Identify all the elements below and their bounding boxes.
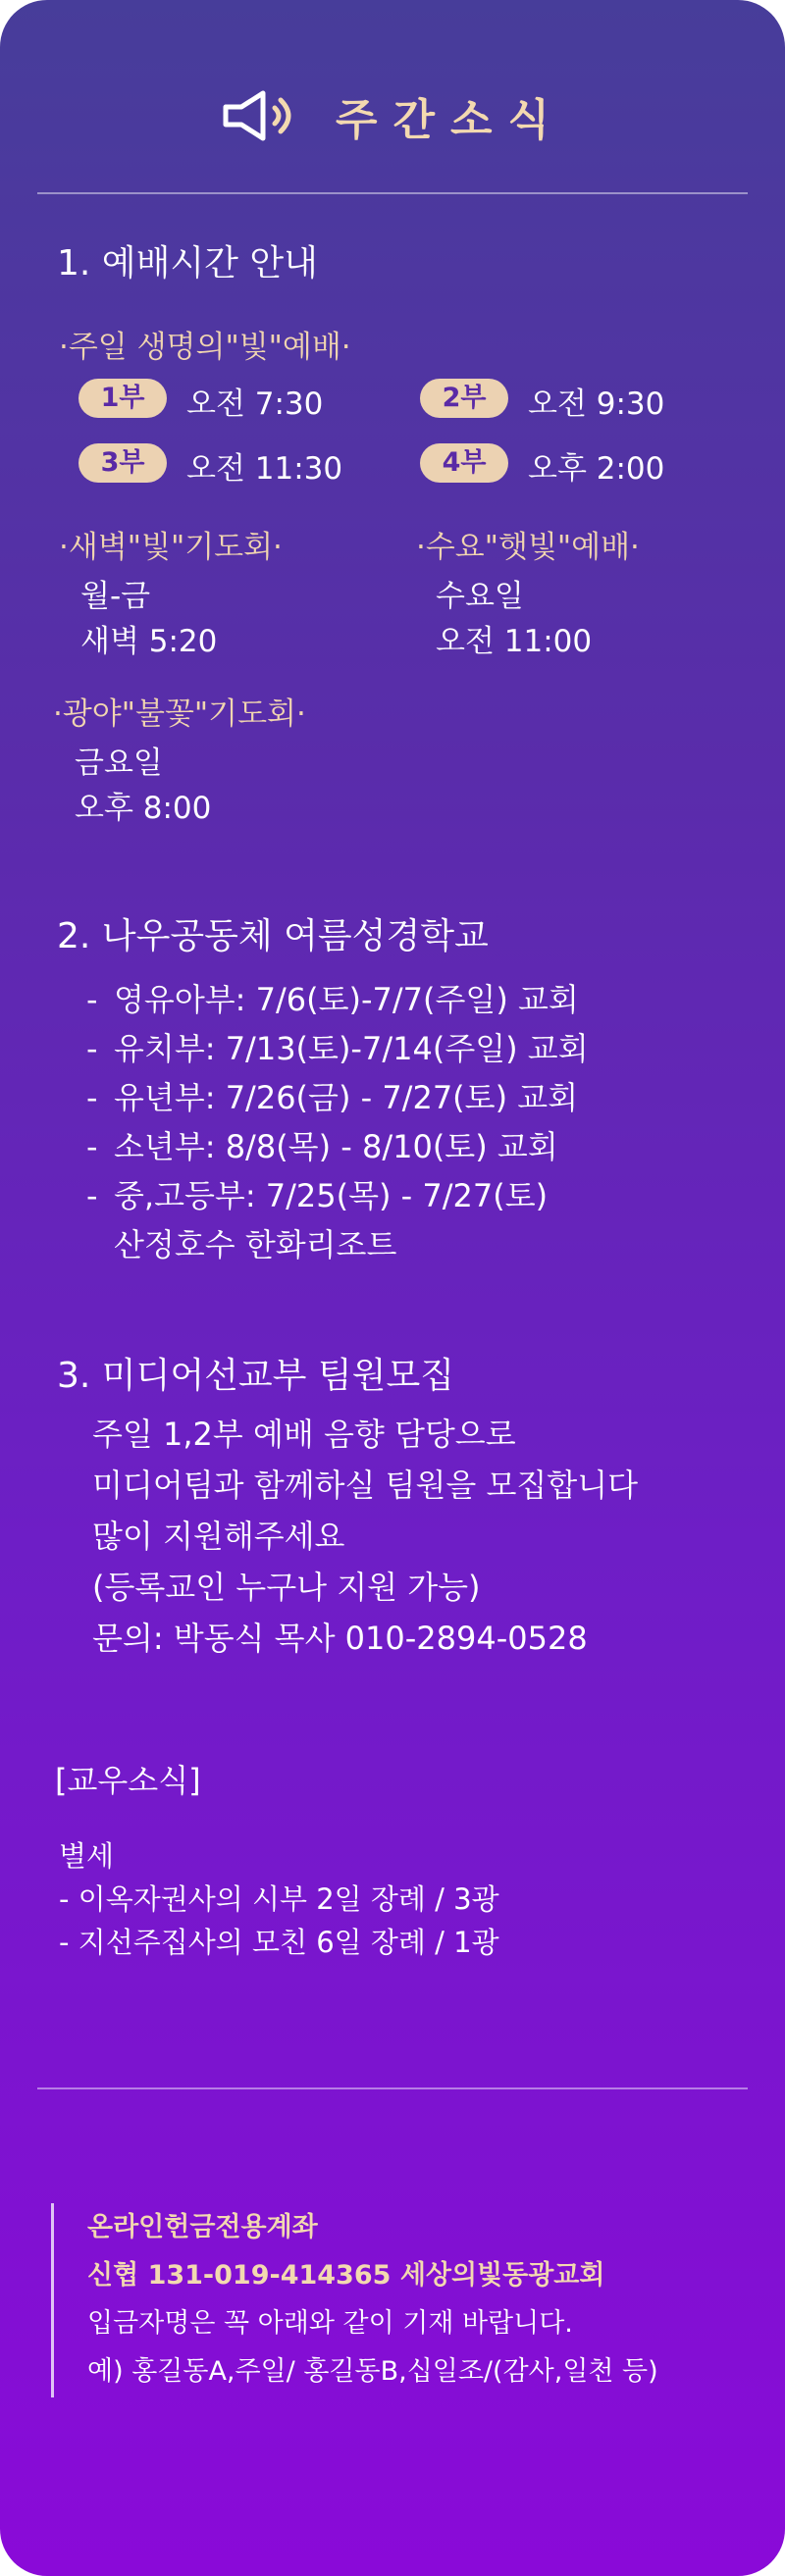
vbs-title: 2. 나우공동체 여름성경학교: [57, 916, 489, 956]
wednesday-worship-time: 오전 11:00: [436, 624, 593, 659]
vbs-list: [86, 975, 589, 1269]
media-recruit-body: [92, 1409, 638, 1664]
list-item: - 영유아부: 7/6(토)-7/7(주일) 교회: [86, 981, 579, 1018]
text-line: 미디어팀과 함께하실 팀원을 모집합니다: [92, 1467, 639, 1504]
megaphone-icon: [220, 88, 302, 143]
wednesday-worship-days: 수요일: [436, 579, 524, 614]
friday-prayer-time: 오후 8:00: [75, 791, 212, 826]
friday-prayer-days: 금요일: [75, 746, 163, 781]
service-badge-1: 1부: [78, 379, 167, 418]
offering-example: 예) 홍길동A,주일/ 홍길동B,십일조/(감사,일천 등): [87, 2356, 658, 2387]
offering-account: 신협 131-019-414365 세상의빛동광교회: [87, 2260, 605, 2291]
list-item: - 소년부: 8/8(목) - 8/10(토) 교회: [86, 1128, 558, 1165]
page-title: 주간소식: [335, 95, 565, 145]
text-line: 주일 1,2부 예배 음향 담당으로: [92, 1416, 516, 1453]
sunday-worship-label: ·주일 생명의"빛"예배·: [59, 330, 351, 365]
offering-note: 입금자명은 꼭 아래와 같이 기재 바랍니다.: [87, 2308, 573, 2339]
list-item: - 중,고등부: 7/25(목) - 7/27(토): [86, 1177, 549, 1214]
service-time-3: 오전 11:30: [186, 451, 343, 487]
service-time-1: 오전 7:30: [186, 386, 324, 422]
worship-times-title: 1. 예배시간 안내: [57, 243, 318, 283]
media-recruit-title: 3. 미디어선교부 팀원모집: [57, 1356, 454, 1396]
offering-title: 온라인헌금전용계좌: [87, 2212, 318, 2242]
service-badge-3: 3부: [78, 443, 167, 483]
list-item: - 유년부: 7/26(금) - 7/27(토) 교회: [86, 1079, 579, 1116]
list-item-location: 산정호수 한화리조트: [114, 1226, 397, 1263]
divider: [37, 192, 748, 194]
dawn-prayer-label: ·새벽"빛"기도회·: [59, 530, 283, 565]
friday-prayer-label: ·광야"불꽃"기도회·: [53, 696, 306, 732]
offering-account-box: [51, 2203, 738, 2397]
text-line: 많이 지원해주세요: [92, 1518, 345, 1555]
list-item: - 이옥자권사의 시부 2일 장례 / 3광: [59, 1882, 499, 1916]
header: [0, 77, 785, 155]
wednesday-worship-label: ·수요"햇빛"예배·: [416, 530, 640, 565]
member-news-body: [59, 1834, 499, 1964]
member-news-title: [교우소식]: [55, 1762, 201, 1799]
member-news-subtitle: 별세: [59, 1839, 115, 1873]
list-item: - 지선주집사의 모친 6일 장례 / 1광: [59, 1926, 499, 1959]
service-time-4: 오후 2:00: [528, 451, 665, 487]
dawn-prayer-days: 월-금: [80, 579, 151, 614]
service-badge-4: 4부: [420, 443, 508, 483]
service-badge-2: 2부: [420, 379, 508, 418]
service-time-2: 오전 9:30: [528, 386, 665, 422]
text-line: (등록교인 누구나 지원 가능): [92, 1569, 481, 1606]
divider: [37, 2087, 748, 2089]
list-item: - 유치부: 7/13(토)-7/14(주일) 교회: [86, 1030, 589, 1067]
dawn-prayer-time: 새벽 5:20: [80, 624, 218, 659]
text-line: 문의: 박동식 목사 010-2894-0528: [92, 1620, 588, 1657]
